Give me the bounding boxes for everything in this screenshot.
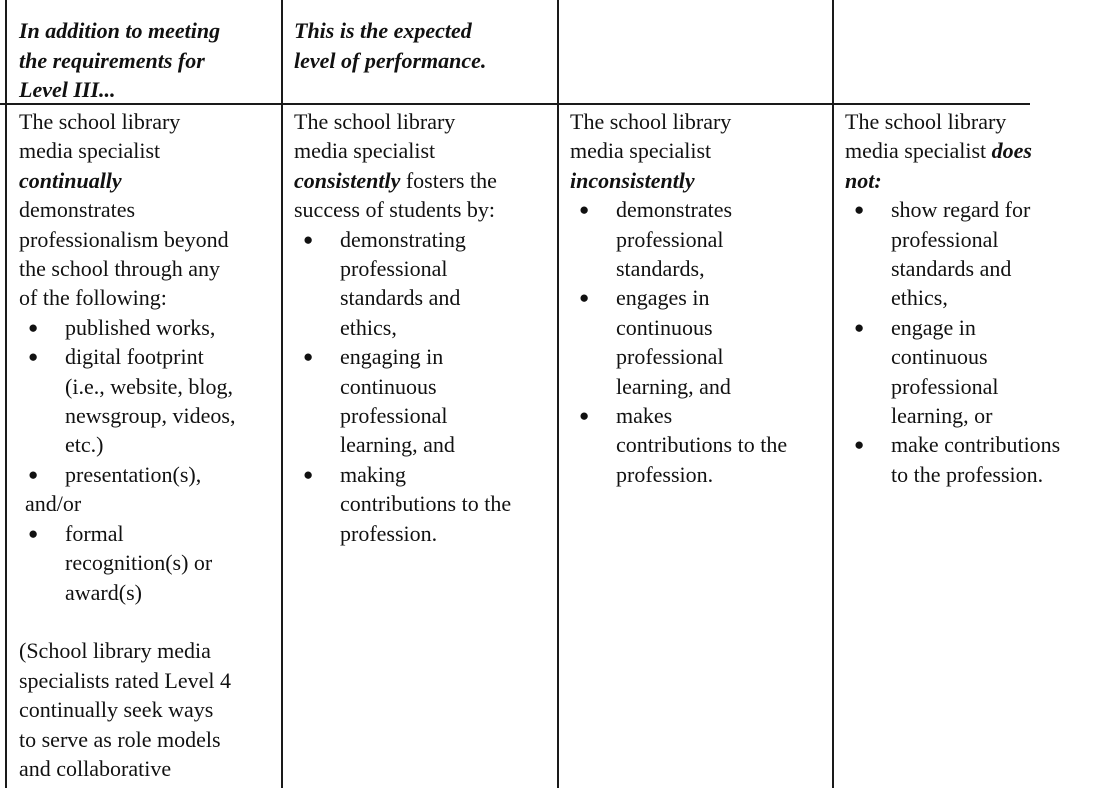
cell-level-2: [570, 107, 832, 489]
list-item: [294, 342, 556, 460]
list-item: [294, 225, 556, 343]
emphasis-text: continually: [19, 167, 122, 193]
list-item: [570, 195, 832, 283]
emphasis-text: not:: [845, 167, 882, 193]
list-item: [294, 460, 556, 548]
list-item: [845, 430, 1107, 489]
header-line: In addition to meeting: [19, 18, 221, 43]
list-item-text: ethics,: [891, 285, 948, 311]
header-line: level of performance.: [294, 47, 487, 73]
list-item: [570, 283, 832, 401]
list-item-text: makes: [616, 403, 673, 429]
list-item-text: learning, and: [616, 373, 731, 399]
note-text: (School library media: [19, 638, 211, 664]
list-item-text: standards and: [891, 256, 1012, 282]
list-item-text: continuous: [616, 314, 713, 340]
list-item: [845, 195, 1107, 313]
list-item-text: standards and: [340, 285, 461, 311]
list-item-text: demonstrating: [340, 226, 466, 252]
bullet-icon: ●: [28, 464, 39, 484]
list-item-text: engages in: [616, 285, 710, 311]
list-item: [19, 519, 281, 607]
bullet-icon: ●: [28, 347, 39, 367]
list-item-text: show regard for: [891, 197, 1031, 223]
list-item-text: continuous: [340, 373, 437, 399]
cell-text: media specialist: [845, 138, 992, 164]
list-item-text: award(s): [65, 579, 142, 605]
cell-text: of the following:: [19, 285, 167, 311]
bullet-icon: ●: [579, 200, 590, 220]
cell-text: [294, 166, 556, 195]
cell-text: The school library: [294, 109, 456, 134]
bullet-list: [19, 313, 281, 489]
note-text: to serve as role models: [19, 726, 221, 752]
bullet-list: [19, 519, 281, 607]
list-item: [570, 401, 832, 489]
list-item-text: learning, and: [340, 432, 455, 458]
header-cell-level-3: [294, 16, 554, 75]
cell-text: and/or: [25, 491, 82, 517]
header-line: the requirements for: [19, 47, 205, 73]
list-item-text: making: [340, 461, 406, 487]
note-text: continually seek ways: [19, 697, 214, 723]
list-item-text: (i.e., website, blog,: [65, 373, 234, 399]
column-divider: [281, 0, 283, 788]
bullet-icon: ●: [854, 317, 865, 337]
list-item-text: presentation(s),: [65, 461, 202, 487]
list-item: [845, 313, 1107, 431]
cell-text: success of students by:: [294, 197, 496, 223]
cell-text: media specialist: [294, 138, 436, 164]
bullet-icon: ●: [28, 523, 39, 543]
list-item-text: professional: [616, 344, 724, 370]
header-line: This is the expected: [294, 18, 472, 43]
list-item-text: professional: [340, 403, 448, 429]
bullet-icon: ●: [579, 406, 590, 426]
list-item-text: etc.): [65, 432, 104, 458]
list-item-text: learning, or: [891, 403, 993, 429]
list-item-text: continuous: [891, 344, 988, 370]
list-item-text: profession.: [616, 461, 714, 487]
list-item-text: profession.: [340, 520, 438, 546]
bullet-icon: ●: [303, 464, 314, 484]
list-item: [19, 342, 281, 460]
list-item-text: engage in: [891, 314, 976, 340]
emphasis-text: consistently: [294, 167, 401, 193]
list-item-text: professional: [891, 373, 999, 399]
cell-text: The school library: [19, 109, 181, 134]
note-text: specialists rated Level 4: [19, 667, 231, 693]
bullet-icon: ●: [854, 435, 865, 455]
list-item-text: standards,: [616, 256, 705, 282]
list-item-text: newsgroup, videos,: [65, 403, 236, 429]
column-divider: [832, 0, 834, 788]
list-item-text: professional: [891, 226, 999, 252]
list-item: [19, 460, 281, 489]
bullet-icon: ●: [579, 288, 590, 308]
list-item-text: professional: [340, 256, 448, 282]
cell-level-1: [845, 107, 1107, 489]
list-item-text: to the profession.: [891, 461, 1044, 487]
cell-text: the school through any: [19, 256, 221, 282]
bullet-list: [570, 195, 832, 489]
header-cell-level-4: [19, 16, 279, 105]
bullet-icon: ●: [303, 229, 314, 249]
list-item-text: make contributions: [891, 432, 1061, 458]
header-line: Level III...: [19, 77, 116, 102]
list-item-text: digital footprint: [65, 344, 204, 370]
column-divider: [557, 0, 559, 788]
bullet-list: [294, 225, 556, 548]
cell-text: fosters the: [400, 167, 497, 193]
cell-text: The school library: [570, 109, 732, 134]
cell-text: professionalism beyond: [19, 226, 229, 252]
cell-text: The school library: [845, 109, 1007, 134]
list-item-text: formal: [65, 520, 124, 546]
list-item-text: demonstrates: [616, 197, 733, 223]
cell-level-4: [19, 107, 281, 783]
list-item: [19, 313, 281, 342]
list-item-text: professional: [616, 226, 724, 252]
list-item-text: contributions to the: [340, 491, 512, 517]
cell-text: [845, 136, 1107, 165]
list-item-text: engaging in: [340, 344, 444, 370]
bullet-icon: ●: [303, 347, 314, 367]
bullet-list: [845, 195, 1107, 489]
bullet-icon: ●: [854, 200, 865, 220]
column-divider: [5, 0, 7, 788]
cell-level-3: [294, 107, 556, 548]
bullet-icon: ●: [28, 317, 39, 337]
list-item-text: ethics,: [340, 314, 397, 340]
cell-text: media specialist: [570, 138, 712, 164]
note-text: and collaborative: [19, 755, 172, 781]
cell-text: demonstrates: [19, 197, 136, 223]
list-item-text: contributions to the: [616, 432, 788, 458]
emphasis-text: does: [991, 138, 1032, 164]
list-item-text: recognition(s) or: [65, 550, 213, 576]
emphasis-text: inconsistently: [570, 167, 695, 193]
cell-text: media specialist: [19, 138, 161, 164]
list-item-text: published works,: [65, 314, 216, 340]
